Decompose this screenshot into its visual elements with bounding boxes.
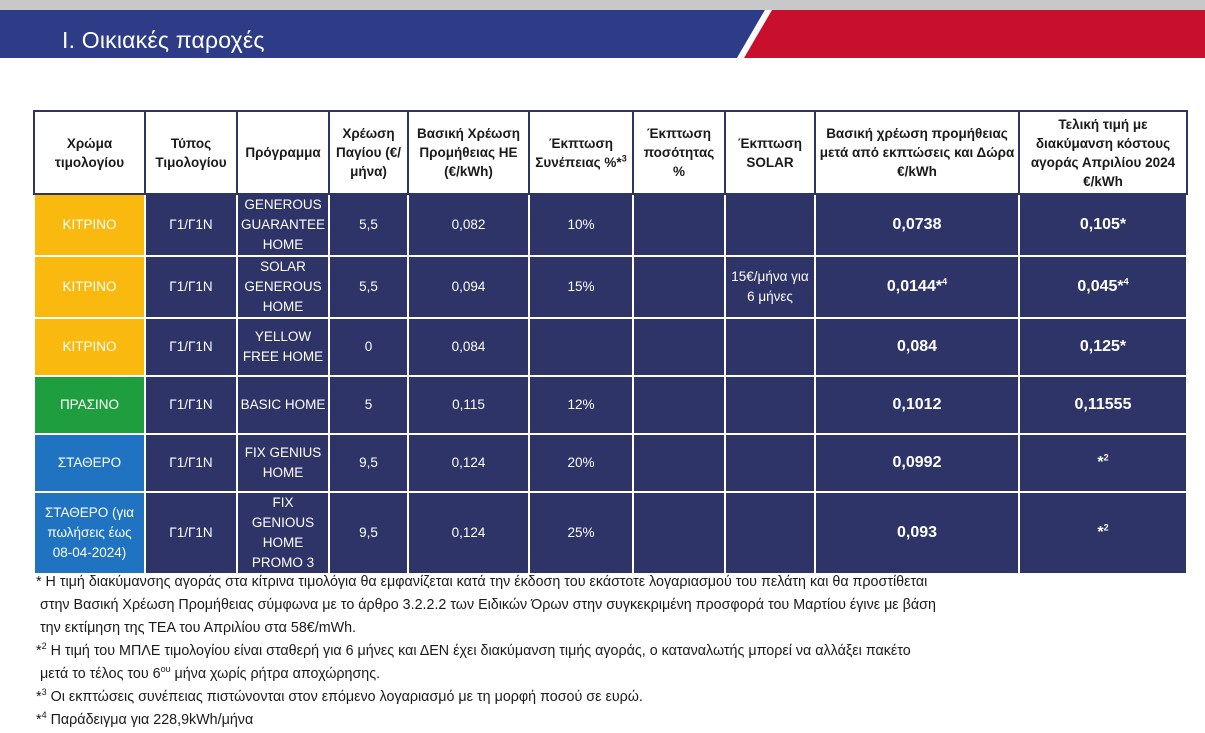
consistency-discount-cell: 15% xyxy=(529,256,633,318)
base-charge-cell: 0,084 xyxy=(408,318,529,376)
color-cell: ΚΙΤΡΙΝΟ xyxy=(34,318,145,376)
fixed-charge-cell: 5 xyxy=(329,376,408,434)
header-type: Τύπος Τιμολογίου xyxy=(145,111,237,194)
quantity-discount-cell xyxy=(633,492,725,574)
program-cell: SOLAR GENEROUS HOME xyxy=(237,256,329,318)
consistency-discount-cell: 10% xyxy=(529,194,633,256)
type-cell: Γ1/Γ1Ν xyxy=(145,434,237,492)
color-cell: ΚΙΤΡΙΝΟ xyxy=(34,194,145,256)
base-charge-cell: 0,124 xyxy=(408,492,529,574)
header-final-price: Τελική τιμή με διακύμανση κόστους αγοράς Απριλίου 2024 €/kWh xyxy=(1019,111,1187,194)
footnote-1: * Η τιμή διακύμανσης αγοράς στα κίτρινα τιμολόγια θα εμφανίζεται κατά την έκδοση του εκάστοτε λογαριασμού του πελάτη και θα προστίθεται xyxy=(36,574,928,590)
quantity-discount-cell xyxy=(633,318,725,376)
program-cell: YELLOW FREE HOME xyxy=(237,318,329,376)
type-cell: Γ1/Γ1Ν xyxy=(145,318,237,376)
section-banner xyxy=(0,10,1205,58)
quantity-discount-cell xyxy=(633,256,725,318)
footnote-3: *$^3$ Οι εκπτώσεις συνέπειας πιστώνονται στον επόμενο λογαριασμό με τη μορφή ποσού σε ευρώ. xyxy=(36,687,643,705)
fixed-charge-cell: 9,5 xyxy=(329,434,408,492)
footnote-1-cont2: την εκτίμηση της ΤΕΑ του Απριλίου στα 58€/mWh. xyxy=(40,620,357,636)
fixed-charge-cell: 5,5 xyxy=(329,194,408,256)
consistency-discount-cell xyxy=(529,318,633,376)
table-row xyxy=(34,376,1187,434)
color-cell: ΠΡΑΣΙΝΟ xyxy=(34,376,145,434)
table-row xyxy=(34,492,1187,574)
type-cell: Γ1/Γ1Ν xyxy=(145,194,237,256)
header-solar-discount: Έκπτωση SOLAR xyxy=(725,111,815,194)
after-discount-cell: 0,093 xyxy=(815,492,1019,574)
program-cell: FIX GENIUS HOME xyxy=(237,434,329,492)
program-cell: FIX GENIOUS HOME PROMO 3 xyxy=(237,492,329,574)
color-cell: ΣΤΑΘΕΡΟ (για πωλήσεις έως 08-04-2024) xyxy=(34,492,145,574)
consistency-discount-cell: 25% xyxy=(529,492,633,574)
quantity-discount-cell xyxy=(633,376,725,434)
header-after-discounts: Βασική χρέωση προμήθειας μετά από εκπτώσεις και Δώρα €/kWh xyxy=(815,111,1019,194)
solar-discount-cell xyxy=(725,376,815,434)
consistency-discount-cell: 12% xyxy=(529,376,633,434)
footnote-1-cont: στην Βασική Χρέωση Προμήθειας σύμφωνα με το άρθρο 3.2.2.2 των Ειδικών Όρων στην συγκεκριμένη προσφορά του Μαρτίου έγινε με βάση xyxy=(40,597,936,613)
consistency-discount-cell: 20% xyxy=(529,434,633,492)
rates-table xyxy=(33,110,1188,575)
top-strip xyxy=(0,0,1205,10)
header-quantity-discount: Έκπτωση ποσότητας % xyxy=(633,111,725,194)
color-cell: ΣΤΑΘΕΡΟ xyxy=(34,434,145,492)
header-base-charge: Βασική Χρέωση Προμήθειας ΗΕ (€/kWh) xyxy=(408,111,529,194)
header-color: Χρώμα τιμολογίου xyxy=(34,111,145,194)
program-cell: BASIC HOME xyxy=(237,376,329,434)
solar-discount-cell xyxy=(725,492,815,574)
header-program: Πρόγραμμα xyxy=(237,111,329,194)
fixed-charge-cell: 5,5 xyxy=(329,256,408,318)
after-discount-cell: 0,0144*$^4$ xyxy=(815,256,1019,318)
footnote-4: *$^4$ Παράδειγμα για 228,9kWh/μήνα xyxy=(36,710,254,728)
base-charge-cell: 0,094 xyxy=(408,256,529,318)
color-cell: ΚΙΤΡΙΝΟ xyxy=(34,256,145,318)
footnotes xyxy=(36,571,1196,732)
base-charge-cell: 0,115 xyxy=(408,376,529,434)
fixed-charge-cell: 0 xyxy=(329,318,408,376)
solar-discount-cell xyxy=(725,194,815,256)
fixed-charge-cell: 9,5 xyxy=(329,492,408,574)
type-cell: Γ1/Γ1Ν xyxy=(145,376,237,434)
table-row xyxy=(34,194,1187,256)
header-fixed-charge: Χρέωση Παγίου (€/μήνα) xyxy=(329,111,408,194)
footnote-2: *$^2$ Η τιμή του ΜΠΛΕ τιμολογίου είναι σταθερή για 6 μήνες και ΔΕΝ έχει διακύμανση τιμής αγοράς, ο καταναλωτής μπορεί να αλλάξει πακέτο xyxy=(36,641,911,659)
after-discount-cell: 0,084 xyxy=(815,318,1019,376)
after-discount-cell: 0,0992 xyxy=(815,434,1019,492)
table-row xyxy=(34,318,1187,376)
type-cell: Γ1/Γ1Ν xyxy=(145,256,237,318)
table-header-row xyxy=(34,111,1187,194)
final-price-cell: 0,125* xyxy=(1019,318,1187,376)
final-price-cell: 0,11555 xyxy=(1019,376,1187,434)
after-discount-cell: 0,0738 xyxy=(815,194,1019,256)
quantity-discount-cell xyxy=(633,194,725,256)
base-charge-cell: 0,082 xyxy=(408,194,529,256)
solar-discount-cell: 15€/μήνα για 6 μήνες xyxy=(725,256,815,318)
final-price-cell: 0,105* xyxy=(1019,194,1187,256)
type-cell: Γ1/Γ1Ν xyxy=(145,492,237,574)
final-price-cell: *$^2$ xyxy=(1019,434,1187,492)
solar-discount-cell xyxy=(725,318,815,376)
final-price-cell: 0,045*$^4$ xyxy=(1019,256,1187,318)
after-discount-cell: 0,1012 xyxy=(815,376,1019,434)
solar-discount-cell xyxy=(725,434,815,492)
final-price-cell: *$^2$ xyxy=(1019,492,1187,574)
program-cell: GENEROUS GUARANTEE HOME xyxy=(237,194,329,256)
quantity-discount-cell xyxy=(633,434,725,492)
page-title: I. Οικιακές παροχές xyxy=(62,27,265,53)
table-row xyxy=(34,434,1187,492)
header-consistency-discount: Έκπτωση Συνέπειας %*$^3$ xyxy=(529,111,633,194)
table-row xyxy=(34,256,1187,318)
base-charge-cell: 0,124 xyxy=(408,434,529,492)
footnote-2-cont: μετά το τέλος του $6^{o\upsilon}$ μήνα χωρίς ρήτρα αποχώρησης. xyxy=(40,664,381,682)
